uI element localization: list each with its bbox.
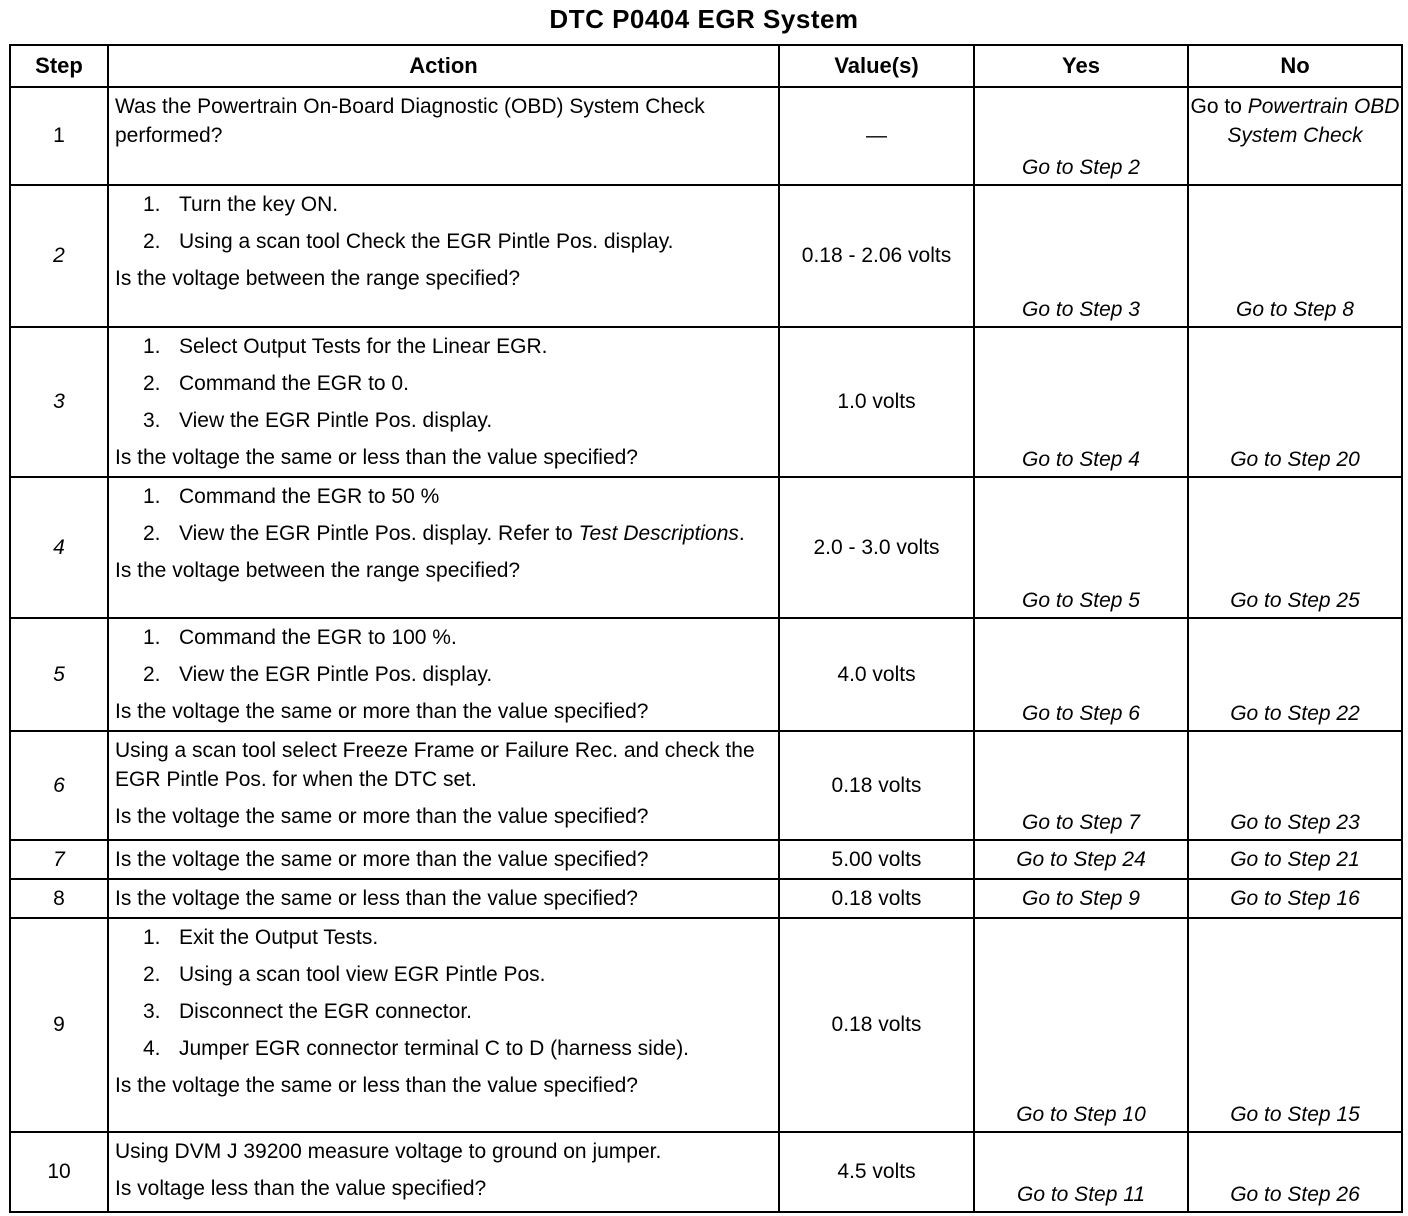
yes-cell: Go to Step 3 — [974, 185, 1188, 327]
step-cell: 3 — [10, 327, 108, 477]
item-ref: Test Descriptions — [578, 522, 739, 545]
item-text: View the EGR Pintle Pos. display. — [179, 409, 493, 432]
action-steps — [115, 482, 772, 548]
yes-cell: Go to Step 10 — [974, 918, 1188, 1132]
yes-cell: Go to Step 11 — [974, 1132, 1188, 1212]
list-item — [115, 519, 772, 548]
action-steps — [115, 190, 772, 256]
action-question: Is the voltage the same or less than the value specified? — [115, 887, 638, 910]
item-text: Exit the Output Tests. — [179, 926, 379, 949]
item-number: 2. — [143, 230, 161, 253]
page-title: DTC P0404 EGR System — [549, 4, 859, 34]
no-cell: Go to Step 22 — [1188, 618, 1402, 731]
action-cell — [108, 1132, 779, 1212]
no-cell: Go to Step 16 — [1188, 879, 1402, 918]
item-number: 3. — [143, 1000, 161, 1023]
value-cell: 0.18 volts — [779, 879, 974, 918]
header-yes: Yes — [974, 45, 1188, 87]
table-row — [10, 185, 1402, 327]
list-item — [115, 332, 772, 361]
step-cell: 6 — [10, 731, 108, 840]
action-question: Is the voltage between the range specified? — [115, 559, 521, 582]
item-number: 2. — [143, 663, 161, 686]
no-ref: Powertrain OBD System Check — [1227, 95, 1400, 147]
action-cell — [108, 87, 779, 185]
item-text: View the EGR Pintle Pos. display. Refer to — [179, 522, 579, 545]
list-item — [115, 482, 772, 511]
header-values: Value(s) — [779, 45, 974, 87]
step-cell: 9 — [10, 918, 108, 1132]
value-cell: 4.5 volts — [779, 1132, 974, 1212]
yes-cell: Go to Step 5 — [974, 477, 1188, 618]
list-item — [115, 1034, 772, 1063]
action-question: Is the voltage the same or less than the value specified? — [115, 446, 638, 469]
list-item — [115, 997, 772, 1026]
action-steps — [115, 923, 772, 1063]
yes-cell: Go to Step 2 — [974, 87, 1188, 185]
no-cell: Go to Step 20 — [1188, 327, 1402, 477]
action-cell — [108, 918, 779, 1132]
action-cell — [108, 618, 779, 731]
list-item — [115, 960, 772, 989]
header-action: Action — [108, 45, 779, 87]
table-row — [10, 477, 1402, 618]
action-steps — [115, 332, 772, 435]
table-row — [10, 731, 1402, 840]
yes-cell: Go to Step 6 — [974, 618, 1188, 731]
item-text: Turn the key ON. — [179, 193, 339, 216]
item-number: 1. — [143, 193, 161, 216]
table-row — [10, 879, 1402, 918]
item-text: Select Output Tests for the Linear EGR. — [179, 335, 548, 358]
value-cell: 0.18 volts — [779, 731, 974, 840]
item-text: View the EGR Pintle Pos. display. — [179, 663, 493, 686]
table-row — [10, 327, 1402, 477]
value-cell: — — [779, 87, 974, 185]
step-cell: 7 — [10, 840, 108, 879]
item-number: 3. — [143, 409, 161, 432]
action-question: Is the voltage the same or more than the value specified? — [115, 848, 649, 871]
item-text: Command the EGR to 0. — [179, 372, 409, 395]
table-row — [10, 87, 1402, 185]
step-cell: 8 — [10, 879, 108, 918]
step-cell: 1 — [10, 87, 108, 185]
header-no: No — [1188, 45, 1402, 87]
item-text: Disconnect the EGR connector. — [179, 1000, 472, 1023]
value-cell: 0.18 volts — [779, 918, 974, 1132]
no-prefix: Go to — [1190, 95, 1248, 118]
no-cell — [1188, 87, 1402, 185]
diagnostic-table — [9, 44, 1403, 1213]
table-row — [10, 840, 1402, 879]
item-text: Using a scan tool Check the EGR Pintle Pos. display. — [179, 230, 674, 253]
value-cell: 5.00 volts — [779, 840, 974, 879]
item-number: 2. — [143, 372, 161, 395]
value-cell: 4.0 volts — [779, 618, 974, 731]
list-item — [115, 923, 772, 952]
action-question: Is the voltage between the range specified? — [115, 267, 521, 290]
item-number: 4. — [143, 1037, 161, 1060]
action-text: Was the Powertrain On-Board Diagnostic (OBD) System Check performed? — [115, 95, 705, 147]
list-item — [115, 406, 772, 435]
action-steps — [115, 623, 772, 689]
no-cell: Go to Step 23 — [1188, 731, 1402, 840]
action-cell — [108, 327, 779, 477]
action-cell — [108, 840, 779, 879]
action-question: Is the voltage the same or more than the value specified? — [115, 805, 649, 828]
value-cell: 0.18 - 2.06 volts — [779, 185, 974, 327]
item-text: Jumper EGR connector terminal C to D (harness side). — [179, 1037, 690, 1060]
action-text: Using DVM J 39200 measure voltage to ground on jumper. — [115, 1140, 662, 1163]
yes-cell: Go to Step 24 — [974, 840, 1188, 879]
list-item — [115, 660, 772, 689]
no-cell: Go to Step 25 — [1188, 477, 1402, 618]
header-step: Step — [10, 45, 108, 87]
item-number: 1. — [143, 335, 161, 358]
no-cell: Go to Step 15 — [1188, 918, 1402, 1132]
table-row — [10, 1132, 1402, 1212]
step-cell: 2 — [10, 185, 108, 327]
action-cell — [108, 731, 779, 840]
action-question: Is the voltage the same or less than the value specified? — [115, 1074, 638, 1097]
item-number: 1. — [143, 926, 161, 949]
list-item — [115, 227, 772, 256]
value-cell: 1.0 volts — [779, 327, 974, 477]
no-cell: Go to Step 21 — [1188, 840, 1402, 879]
item-number: 2. — [143, 522, 161, 545]
yes-cell: Go to Step 7 — [974, 731, 1188, 840]
action-question: Is voltage less than the value specified? — [115, 1177, 487, 1200]
yes-cell: Go to Step 9 — [974, 879, 1188, 918]
action-text: Using a scan tool select Freeze Frame or Failure Rec. and check the EGR Pintle Pos. for when the DTC set. — [115, 739, 755, 791]
list-item — [115, 190, 772, 219]
action-cell — [108, 879, 779, 918]
item-text: Using a scan tool view EGR Pintle Pos. — [179, 963, 546, 986]
step-cell: 4 — [10, 477, 108, 618]
step-cell: 5 — [10, 618, 108, 731]
table-row — [10, 618, 1402, 731]
action-question: Is the voltage the same or more than the value specified? — [115, 700, 649, 723]
item-text-tail: . — [738, 522, 745, 545]
list-item — [115, 623, 772, 652]
action-cell — [108, 185, 779, 327]
item-number: 1. — [143, 485, 161, 508]
yes-cell: Go to Step 4 — [974, 327, 1188, 477]
no-cell: Go to Step 26 — [1188, 1132, 1402, 1212]
item-number: 2. — [143, 963, 161, 986]
value-cell: 2.0 - 3.0 volts — [779, 477, 974, 618]
step-cell: 10 — [10, 1132, 108, 1212]
action-cell — [108, 477, 779, 618]
item-text: Command the EGR to 100 %. — [179, 626, 457, 649]
item-number: 1. — [143, 626, 161, 649]
header-row — [10, 45, 1402, 87]
list-item — [115, 369, 772, 398]
table-row — [10, 918, 1402, 1132]
item-text: Command the EGR to 50 % — [179, 485, 440, 508]
no-cell: Go to Step 8 — [1188, 185, 1402, 327]
